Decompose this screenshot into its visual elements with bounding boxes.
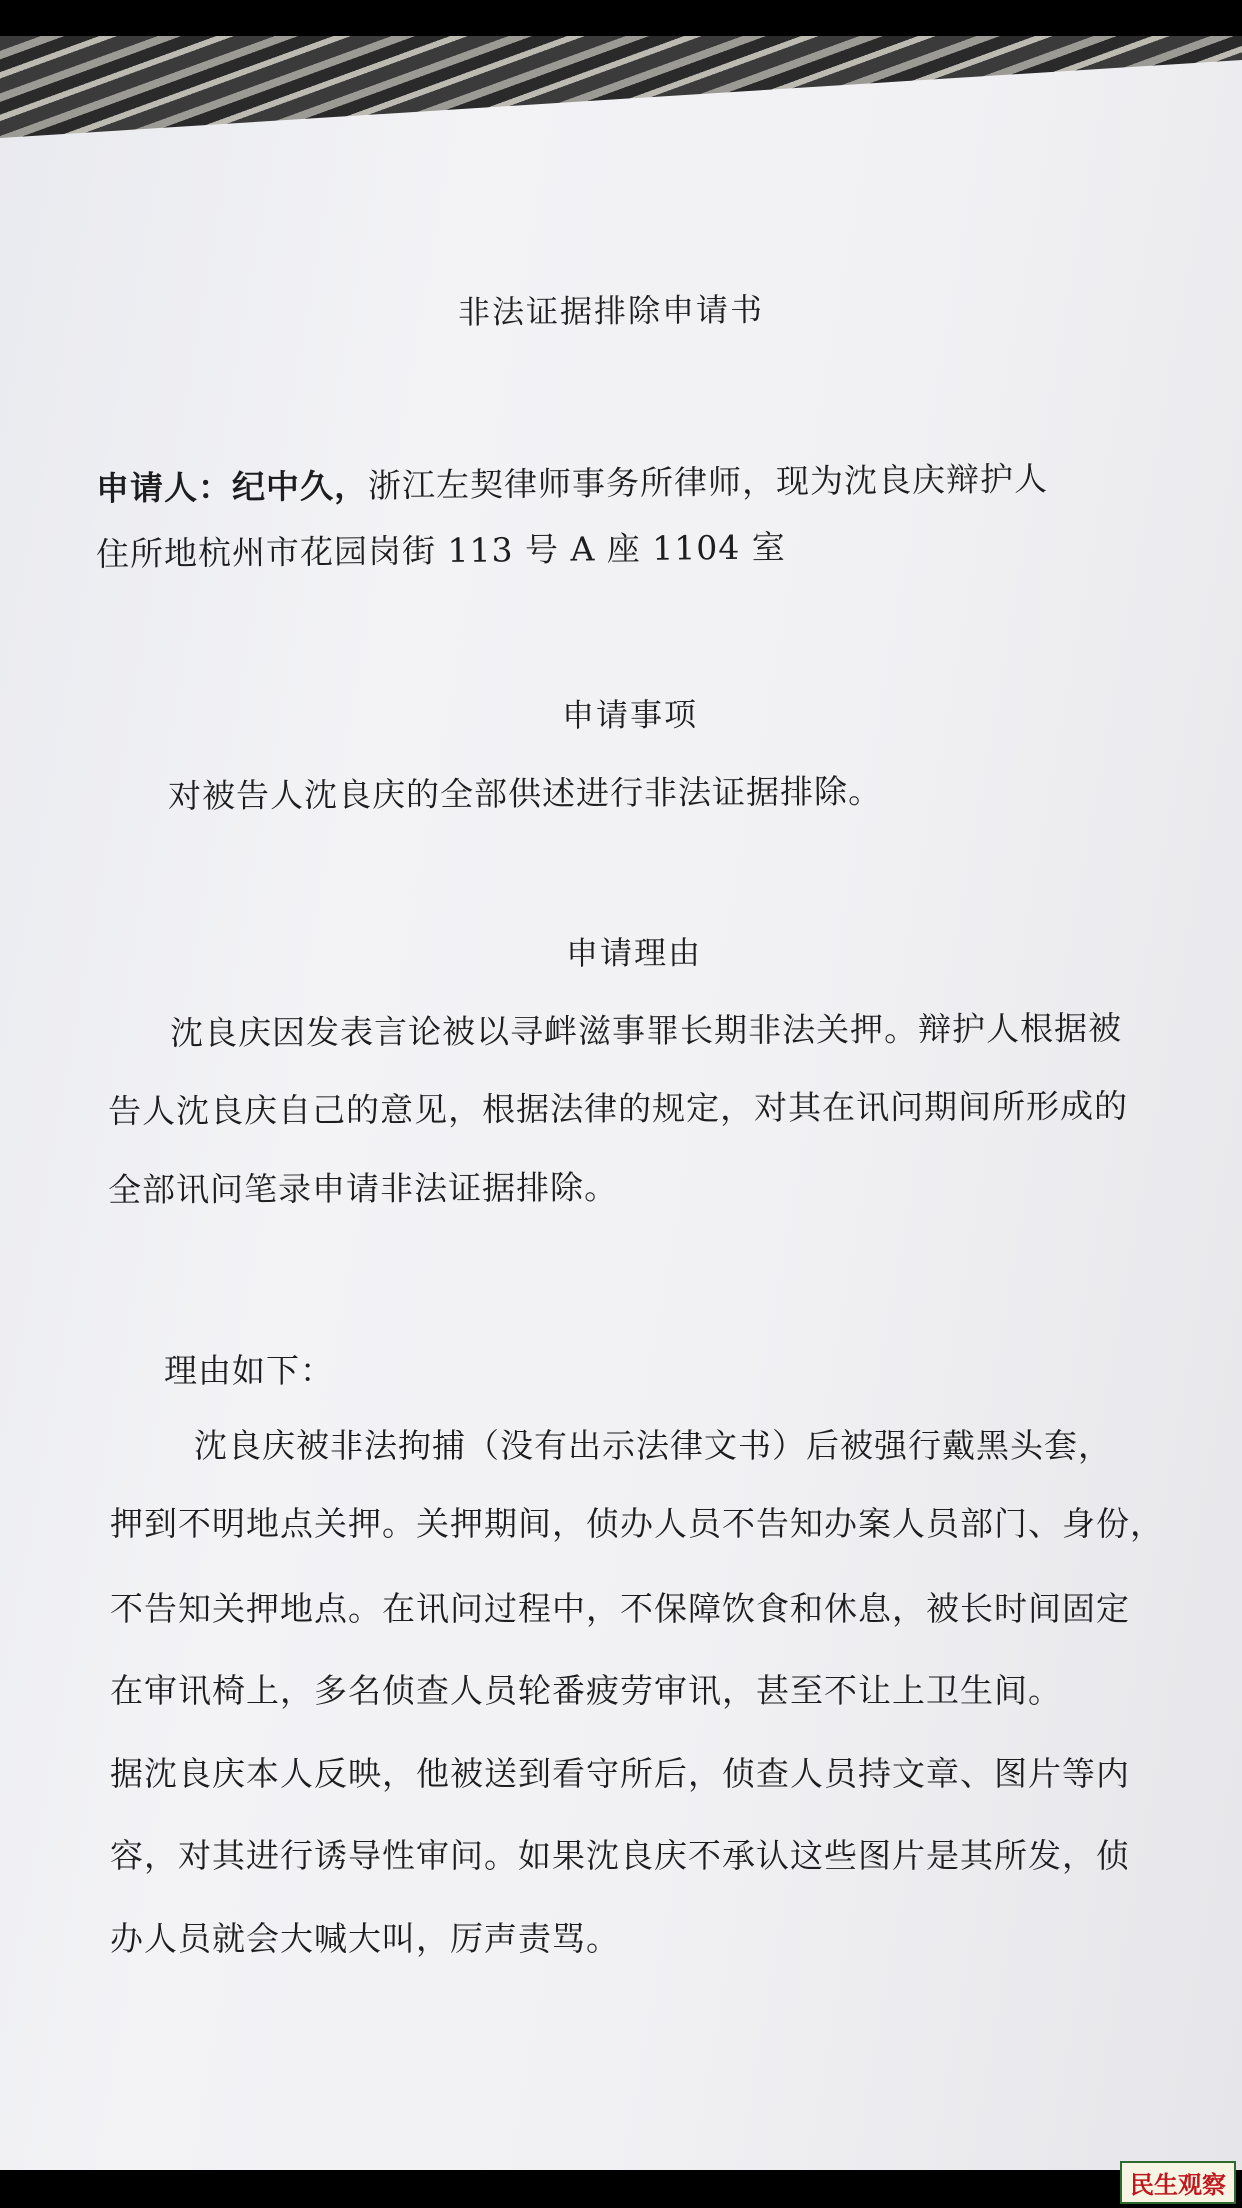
details-line-1: 沈良庆被非法拘捕（没有出示法律文书）后被强行戴黑头套， (194, 1426, 1112, 1465)
applicant-address: 住所地杭州市花园岗街 113 号 A 座 1104 室 (95, 527, 786, 574)
details-line-4: 在审讯椅上，多名侦查人员轮番疲劳审讯，甚至不让上卫生间。 (110, 1671, 1062, 1710)
applicant-info: 浙江左契律师事务所律师，现为沈良庆辩护人 (367, 459, 1049, 506)
reasons-line-3: 全部讯问笔录申请非法证据排除。 (107, 1167, 619, 1210)
watermark-badge: 民生观察 (1120, 2161, 1236, 2204)
applicant-label: 申请人：纪中久， (95, 466, 369, 508)
details-line-2: 押到不明地点关押。关押期间，侦办人员不告知办案人员部门、身份， (110, 1504, 1164, 1543)
reasons-line-1: 沈良庆因发表言论被以寻衅滋事罪长期非法关押。辩护人根据被 (169, 1008, 1123, 1053)
section-heading-reasons: 申请理由 (565, 933, 703, 973)
details-line-3: 不告知关押地点。在讯问过程中，不保障饮食和休息，被长时间固定 (110, 1589, 1130, 1628)
section-heading-matters: 申请事项 (561, 695, 699, 735)
reasons-line-2: 告人沈良庆自己的意见，根据法律的规定，对其在讯问期间所形成的 (107, 1086, 1129, 1131)
applicant-line (96, 453, 1048, 510)
details-line-6: 容，对其进行诱导性审问。如果沈良庆不承认这些图片是其所发，侦 (110, 1836, 1130, 1875)
document-title: 非法证据排除申请书 (457, 290, 765, 332)
matters-text: 对被告人沈良庆的全部供述进行非法证据排除。 (167, 771, 883, 816)
details-line-5: 据沈良庆本人反映，他被送到看守所后，侦查人员持文章、图片等内 (110, 1754, 1130, 1793)
reasons-intro: 理由如下： (164, 1351, 334, 1390)
details-line-7: 办人员就会大喊大叫，厉声责骂。 (110, 1919, 620, 1958)
